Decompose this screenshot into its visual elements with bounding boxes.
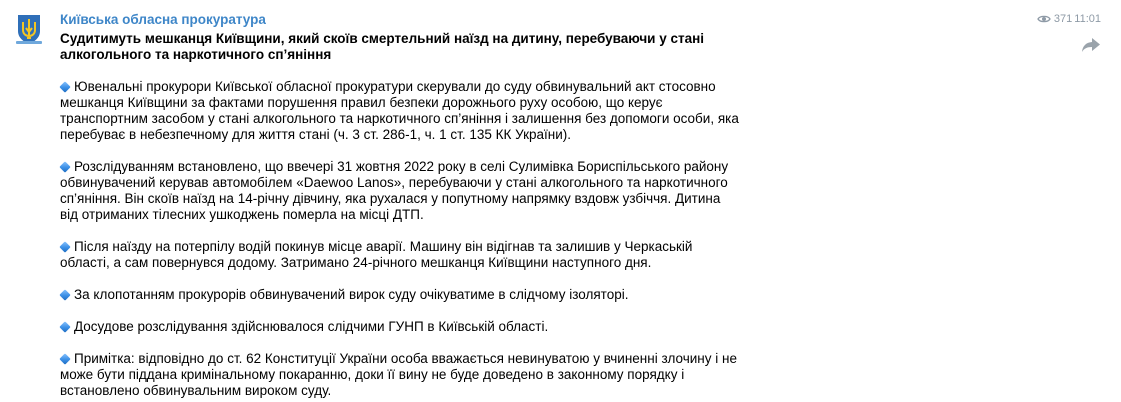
paragraph [60, 351, 740, 399]
paragraph-text: За клопотанням прокурорів обвинувачений вирок суду очікуватиме в слідчому ізоляторі. [74, 287, 629, 302]
trident-emblem-icon[interactable] [14, 12, 44, 46]
blue-diamond-icon [59, 241, 70, 252]
share-icon[interactable] [1081, 36, 1101, 54]
paragraph [60, 287, 740, 303]
post-time: 11:01 [1074, 13, 1101, 25]
post-body [60, 79, 740, 402]
paragraph-text: Після наїзду на потерпілу водій покинув місце аварії. Машину він відігнав та залишив у Черкаській області, а сам повернувся додому. Затримано 24-річного мешканця Київщини наступного дня. [60, 239, 693, 270]
blue-diamond-icon [59, 81, 70, 92]
paragraph-text: Ювенальні прокурори Київської обласної прокуратури скерували до суду обвинувальний акт стосовно мешканця Київщини за фактами порушення правил безпеки дорожнього руху особою, що керує транспортним засобом у стані алкогольного та наркотичного сп’яніння і залишення без допомоги особи, яка перебуває в небезпечному для життя стані (ч. 3 ст. 286-1, ч. 1 ст. 135 КК України). [60, 79, 739, 142]
paragraph-text: Примітка: відповідно до ст. 62 Конституції України особа вважається невинуватою у вчиненні злочину і не може бути піддана кримінальному покаранню, доки її вину не буде доведено в законному порядку і встановлено обвинувальним вироком суду. [60, 351, 737, 398]
blue-diamond-icon [59, 161, 70, 172]
paragraph [60, 239, 740, 271]
blue-diamond-icon [59, 353, 70, 364]
post-meta [1037, 13, 1101, 25]
blue-diamond-icon [59, 289, 70, 300]
paragraph-text: Досудове розслідування здійснювалося слідчими ГУНП в Київській області. [74, 319, 549, 334]
blue-diamond-icon [59, 321, 70, 332]
paragraph [60, 79, 740, 143]
paragraph [60, 319, 740, 335]
paragraph [60, 159, 740, 223]
view-count: 371 [1053, 13, 1073, 25]
post-title: Судитимуть мешканця Київщини, який скоїв смертельний наїзд на дитину, перебуваючи у стані алкогольного та наркотичного сп’яніння [60, 31, 705, 62]
eye-icon [1037, 14, 1051, 24]
paragraph-text: Розслідуванням встановлено, що ввечері 31 жовтня 2022 року в селі Сулимівка Бориспільського району обвинувачений керував автомобілем «Daewoo Lanos», перебуваючи у стані алкогольного та наркотичного сп’яніння. Він скоїв наїзд на 14-річну дівчину, яка рухалася у попутному напрямку вздовж узбіччя. Дитина від отриманих тілесних ушкоджень померла на місці ДТП. [60, 159, 729, 222]
channel-name[interactable]: Київська обласна прокуратура [60, 12, 266, 27]
